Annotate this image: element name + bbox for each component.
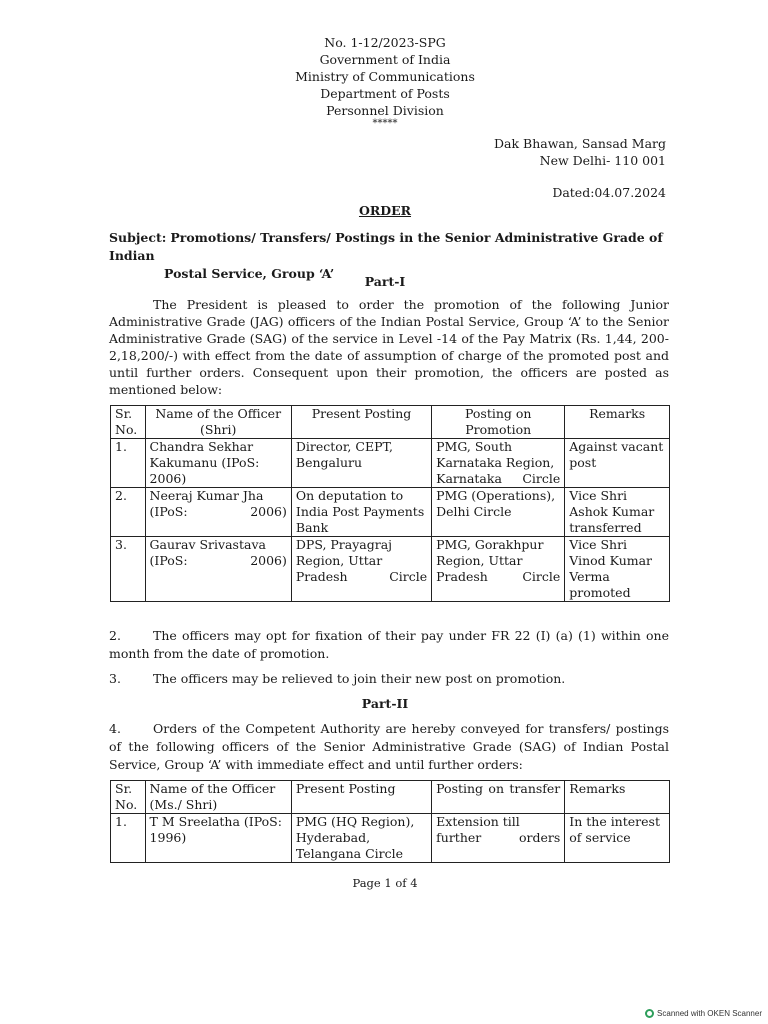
table-header-row [111,406,670,439]
cell-remarks: In the interest of service [565,814,670,863]
cell-posting-on-promotion: PMG, South Karnataka Region, Karnataka Circle [432,439,565,488]
cell-posting-on-promotion: PMG (Operations), Delhi Circle [432,488,565,537]
transfer-table [110,780,670,863]
part-1-heading: Part-I [364,274,406,289]
header-posting-on-promotion: Posting on Promotion [432,406,565,439]
scanner-watermark [645,1009,762,1018]
cell-remarks: Vice Shri Ashok Kumar transferred [565,488,670,537]
header-remarks: Remarks [565,781,670,814]
paragraph-3 [109,670,669,688]
letterhead [0,34,768,129]
cell-officer-name: T M Sreelatha (IPoS: 1996) [145,814,291,863]
division-name: Personnel Division [326,103,444,118]
ministry-name: Ministry of Communications [295,69,475,84]
cell-present-posting: Director, CEPT, Bengaluru [291,439,431,488]
paragraph-3-text: The officers may be relieved to join their new post on promotion. [153,671,566,686]
header-stars: ***** [372,118,398,129]
cell-posting-on-transfer: Extension till further orders [432,814,565,863]
department-name: Department of Posts [320,86,450,101]
header-remarks: Remarks [565,406,670,439]
header-present-posting: Present Posting [291,781,431,814]
cell-present-posting: PMG (HQ Region), Hyderabad, Telangana Circle [291,814,431,863]
table-row [111,814,670,863]
subject-line-2: Postal Service, Group ‘A’ [164,266,335,281]
paragraph-2-number: 2. [109,628,121,643]
table-row [111,537,670,602]
table-header-row [111,781,670,814]
paragraph-4-text: Orders of the Competent Authority are hereby conveyed for transfers/ postings of the following officers of the Senior Administrative Grade (SAG) of Indian Postal Service, Group ‘A’ with immediate effect and until further orders: [109,721,669,772]
cell-sr-no: 3. [111,537,146,602]
cell-sr-no: 1. [111,439,146,488]
paragraph-4 [109,720,669,774]
header-sr-no: Sr. No. [111,781,146,814]
government-name: Government of India [319,52,451,67]
cell-officer-name: Chandra Sekhar Kakumanu (IPoS: 2006) [145,439,291,488]
part-2-heading: Part-II [361,696,409,711]
table-row [111,439,670,488]
promotion-table [110,405,670,602]
part-1-intro-text: The President is pleased to order the promotion of the following Junior Administrative Grade (JAG) officers of the Indian Postal Service, Group ‘A’ to the Senior Administrative Grade (SAG) of the service in Level -14 of the Pay Matrix (Rs. 1,44, 200-2,18,200/-) with effect from the date of assumption of charge of the promoted post and until further orders. Consequent upon their promotion, the officers are posted as mentioned below: [109,297,669,397]
scanner-logo-icon [645,1009,654,1018]
header-present-posting: Present Posting [291,406,431,439]
address-line-2: New Delhi- 110 001 [539,153,666,168]
header-officer-name: Name of the Officer (Ms./ Shri) [145,781,291,814]
page-number: Page 1 of 4 [352,876,418,890]
header-posting-on-transfer: Posting on transfer [432,781,565,814]
header-sr-no: Sr. No. [111,406,146,439]
cell-sr-no: 1. [111,814,146,863]
address-line-1: Dak Bhawan, Sansad Marg [494,136,666,151]
paragraph-3-number: 3. [109,671,121,686]
table-row [111,488,670,537]
cell-present-posting: DPS, Prayagraj Region, Uttar Pradesh Circle [291,537,431,602]
subject-line-1: Promotions/ Transfers/ Postings in the Senior Administrative Grade of Indian [109,230,663,263]
paragraph-2-text: The officers may opt for fixation of their pay under FR 22 (I) (a) (1) within one month from the date of promotion. [109,628,669,661]
paragraph-4-number: 4. [109,721,121,736]
cell-remarks: Vice Shri Vinod Kumar Verma promoted [565,537,670,602]
scanner-watermark-text: Scanned with OKEN Scanner [657,1009,762,1018]
paragraph-2 [109,627,669,663]
cell-present-posting: On deputation to India Post Payments Bank [291,488,431,537]
cell-officer-name: Gaurav Srivastava (IPoS: 2006) [145,537,291,602]
part-1-intro-paragraph [109,296,669,398]
cell-officer-name: Neeraj Kumar Jha (IPoS: 2006) [145,488,291,537]
file-number: No. 1-12/2023-SPG [324,35,446,50]
order-title: ORDER [358,203,412,218]
cell-posting-on-promotion: PMG, Gorakhpur Region, Uttar Pradesh Circle [432,537,565,602]
header-officer-name: Name of the Officer (Shri) [145,406,291,439]
subject-label: Subject: [109,230,167,245]
office-address [494,135,666,169]
cell-sr-no: 2. [111,488,146,537]
order-date: Dated:04.07.2024 [552,185,666,200]
cell-remarks: Against vacant post [565,439,670,488]
